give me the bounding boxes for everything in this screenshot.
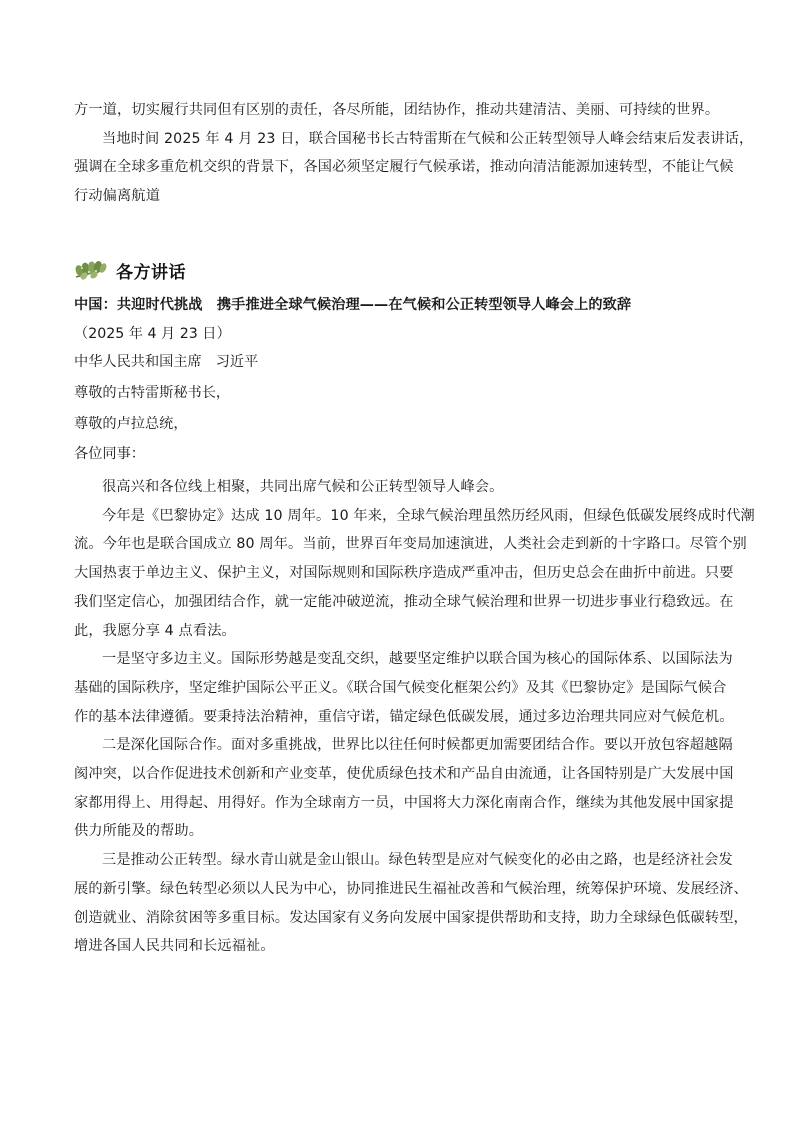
speaker-name: 习近平 (215, 354, 259, 371)
paragraph-line: 展的新引擎。绿色转型必须以人民为中心，协同推进民生福祉改善和气候治理，统筹保护环境、发展经济、 (74, 880, 748, 897)
intro-line: 强调在全球多重危机交织的背景下，各国必须坚定履行气候承诺，推动向清洁能源加速转型，不能让气候 (74, 159, 734, 176)
intro-block (74, 96, 754, 211)
intro-line: 当地时间 2025 年 4 月 23 日，联合国秘书长古特雷斯在气候和公正转型领导人峰会结束后发表讲话， (102, 130, 754, 147)
paragraph-line: 今年是《巴黎协定》达成 10 周年。10 年来，全球气候治理虽然历经风雨，但绿色低碳发展终成时代潮 (102, 507, 755, 524)
document-page (74, 96, 755, 961)
paragraph-line: 供力所能及的帮助。 (74, 823, 204, 840)
paragraph-line: 增进各国人民共同和长远福祉。 (74, 938, 275, 955)
paragraph-line: 创造就业、消除贫困等多重目标。发达国家有义务向发展中国家提供帮助和支持，助力全球绿色低碳转型， (74, 909, 748, 926)
paragraph-line: 大国热衷于单边主义、保护主义，对国际规则和国际秩序造成严重冲击，但历史总会在曲折中前进。只要 (74, 565, 734, 582)
speech-paragraph (74, 502, 755, 646)
speaker-line (74, 348, 734, 377)
section-heading (74, 255, 734, 287)
paragraph-line: 阂冲突，以合作促进技术创新和产业变革，使优质绿色技术和产品自由流通，让各国特别是广大发展中国 (74, 766, 734, 783)
paragraph-line: 此，我愿分享 4 点看法。 (74, 622, 236, 639)
paragraph-line: 基础的国际秩序，坚定维护国际公平正义。《联合国气候变化框架公约》及其《巴黎协定》是国际气候合 (74, 679, 727, 696)
salutation-line: 各位同事： (74, 446, 145, 463)
intro-line: 方一道，切实履行共同但有区别的责任，各尽所能，团结协作，推动共建清洁、美丽、可持续的世界。 (74, 102, 720, 118)
paragraph-line: 作的基本法律遵循。要秉持法治精神，重信守诺，锚定绿色低碳发展，通过多边治理共同应对气候危机。 (74, 708, 734, 725)
speech-paragraph (74, 731, 734, 846)
paragraph-line: 二是深化国际合作。面对多重挑战，世界比以往任何时候都更加需要团结合作。要以开放包容超越隔 (102, 737, 733, 754)
intro-line: 行动偏离航道 (74, 188, 161, 205)
speech-date: （2025 年 4 月 23 日） (74, 325, 231, 342)
speaker-role: 中华人民共和国主席 (74, 354, 202, 371)
paragraph-line: 流。今年也是联合国成立 80 周年。当前，世界百年变局加速演进，人类社会走到新的十字路口。尽管个别 (74, 536, 747, 553)
speech-title: 中国：共迎时代挑战 携手推进全球气候治理——在气候和公正转型领导人峰会上的致辞 (74, 296, 632, 313)
speech-paragraph (74, 473, 734, 502)
speech-paragraph (74, 846, 748, 961)
paragraph-line: 家都用得上、用得起、用得好。作为全球南方一员，中国将大力深化南南合作，继续为其他发展中国家提 (74, 794, 734, 811)
section-title: 各方讲话 (116, 263, 186, 284)
paragraph-line: 我们坚定信心，加强团结合作，就一定能冲破逆流，推动全球气候治理和世界一切进步事业行稳致远。在 (74, 593, 734, 610)
leaf-branch-icon (74, 260, 108, 282)
salutation-line: 尊敬的卢拉总统， (74, 415, 188, 432)
paragraph-line: 三是推动公正转型。绿水青山就是金山银山。绿色转型是应对气候变化的必由之路，也是经济社会发 (102, 852, 733, 869)
paragraph-line: 一是坚守多边主义。国际形势越是变乱交织，越要坚定维护以联合国为核心的国际体系、以国际法为 (102, 651, 733, 668)
paragraph-line: 很高兴和各位线上相聚，共同出席气候和公正转型领导人峰会。 (102, 479, 504, 496)
salutation-line: 尊敬的古特雷斯秘书长， (74, 384, 231, 401)
speech-paragraph (74, 645, 734, 731)
